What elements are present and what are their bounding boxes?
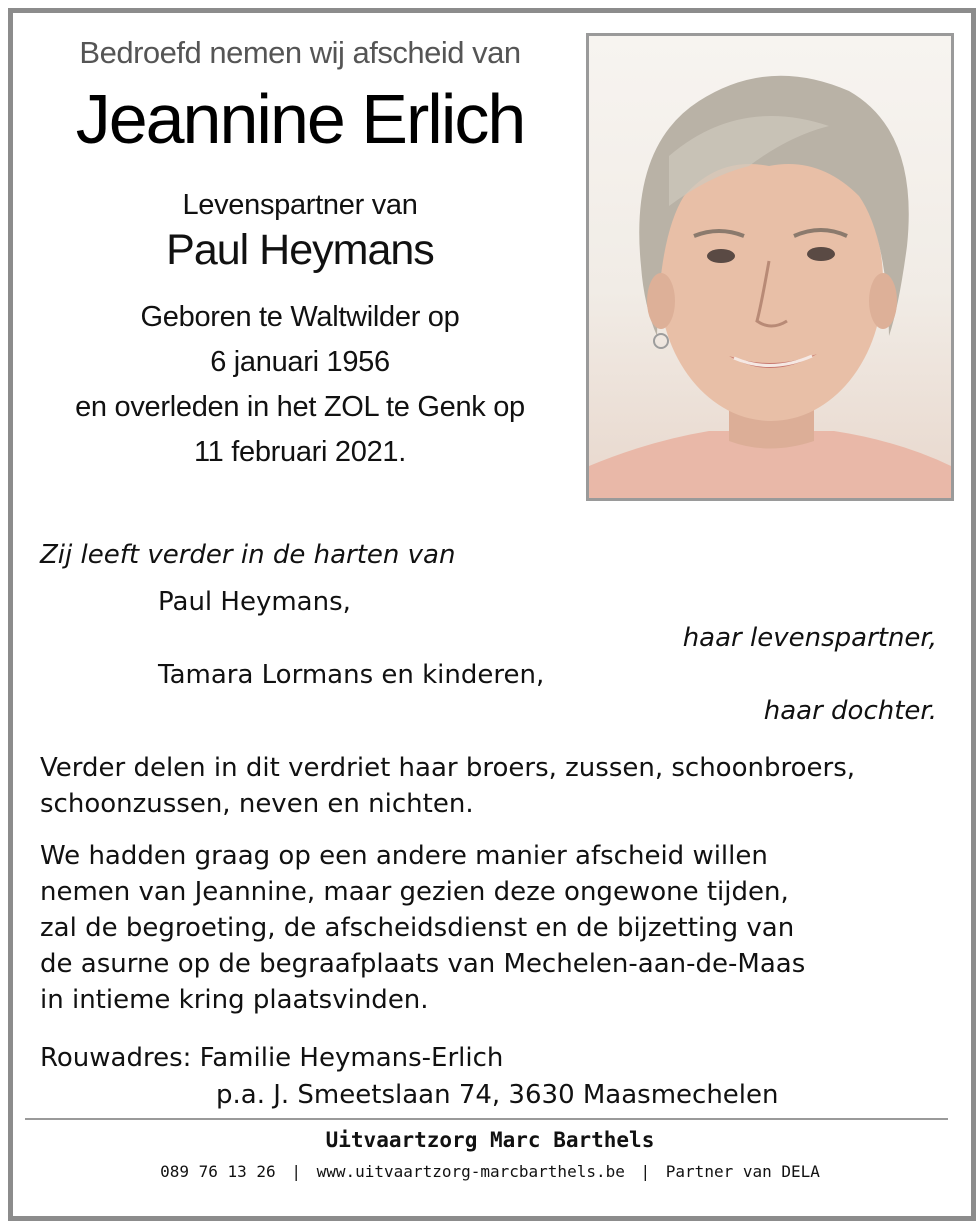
funeral-company: Uitvaartzorg Marc Barthels: [325, 1128, 655, 1152]
footer-website-link[interactable]: www.uitvaartzorg-marcbarthels.be: [316, 1162, 625, 1181]
header-block: [20, 35, 580, 475]
address-label: Rouwadres: Familie Heymans-Erlich: [40, 1043, 504, 1073]
birth-line-2: 6 januari 1956: [210, 346, 390, 378]
survivor-relation-1: haar levenspartner,: [682, 623, 937, 653]
portrait-illustration: [589, 36, 951, 498]
birth-death-info: [20, 295, 580, 475]
ceremony-line-1: We hadden graag op een andere manier afscheid willen: [40, 841, 768, 871]
ceremony-paragraph: [40, 838, 940, 1018]
footer-phone[interactable]: 089 76 13 26: [160, 1162, 276, 1181]
ceremony-line-4: de asurne op de begraafplaats van Mechelen-aan-de-Maas: [40, 949, 806, 979]
deceased-name: Jeannine Erlich: [75, 80, 525, 158]
footer-separator-2: |: [640, 1162, 651, 1181]
family-line-2: schoonzussen, neven en nichten.: [40, 789, 474, 819]
birth-line-1: Geboren te Waltwilder op: [140, 301, 460, 333]
ceremony-line-5: in intieme kring plaatsvinden.: [40, 985, 429, 1015]
ceremony-line-3: zal de begroeting, de afscheidsdienst en de bijzetting van: [40, 913, 795, 943]
survivor-name-2: Tamara Lormans en kinderen,: [158, 660, 545, 690]
ceremony-line-2: nemen van Jeannine, maar gezien deze ongewone tijden,: [40, 877, 789, 907]
survivor-relation-2: haar dochter.: [763, 696, 937, 726]
footer-separator-1: |: [291, 1162, 301, 1181]
death-line-2: 11 februari 2021.: [193, 436, 407, 468]
partner-label: Levenspartner van: [182, 189, 418, 221]
portrait-photo: [586, 33, 954, 501]
address-street: p.a. J. Smeetslaan 74, 3630 Maasmechelen: [216, 1080, 779, 1110]
footer-divider: [25, 1118, 948, 1120]
partner-name: Paul Heymans: [166, 226, 434, 274]
footer-contact: [0, 1162, 980, 1181]
family-line-1: Verder delen in dit verdriet haar broers, zussen, schoonbroers,: [40, 753, 856, 783]
death-line-1: en overleden in het ZOL te Genk op: [75, 391, 525, 423]
survivors-intro: Zij leeft verder in de harten van: [40, 540, 456, 570]
family-paragraph: [40, 750, 940, 822]
survivor-name-1: Paul Heymans,: [158, 587, 351, 617]
footer-partner: Partner van DELA: [665, 1162, 820, 1181]
intro-text: Bedroefd nemen wij afscheid van: [79, 35, 521, 70]
